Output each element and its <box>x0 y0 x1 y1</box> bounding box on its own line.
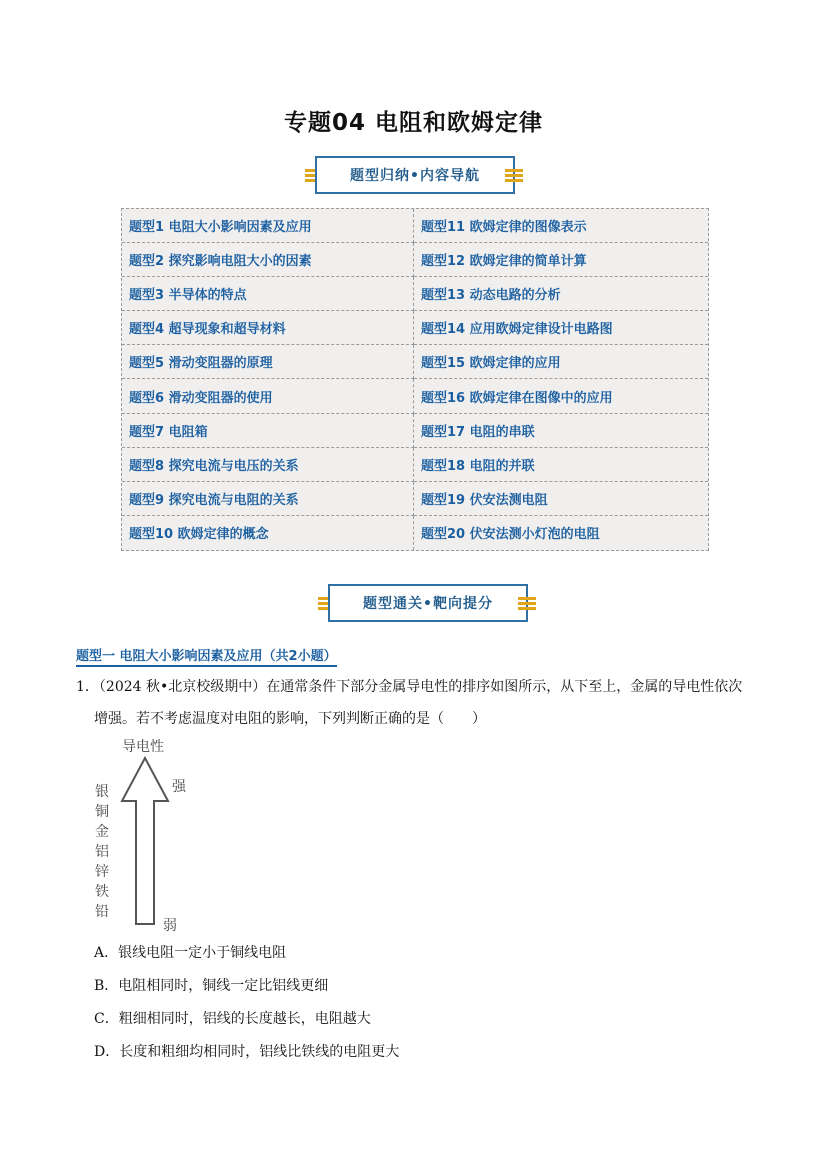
nav-item[interactable]: 题型4 超导现象和超导材料 <box>122 311 414 345</box>
page-title: 专题04 电阻和欧姆定律 <box>283 110 543 136</box>
figure-weak-label: 弱 <box>163 918 177 934</box>
nav-item[interactable]: 题型5 滑动变阻器的原理 <box>122 345 414 379</box>
nav-item[interactable]: 题型13 动态电路的分析 <box>414 277 708 311</box>
nav-item[interactable]: 题型9 探究电流与电阻的关系 <box>122 482 414 516</box>
option-c[interactable]: C．粗细相同时，铝线的长度越长，电阻越大 <box>94 1011 371 1027</box>
figure-strong-label: 强 <box>172 779 186 795</box>
nav-item[interactable]: 题型2 探究影响电阻大小的因素 <box>122 243 414 277</box>
topic-navigation-table <box>121 208 709 551</box>
nav-item[interactable]: 题型20 伏安法测小灯泡的电阻 <box>421 527 600 543</box>
nav-item[interactable]: 题型1 电阻大小影响因素及应用 <box>122 209 414 243</box>
banner-decoration-icon <box>518 596 536 610</box>
nav-item[interactable]: 题型18 电阻的并联 <box>414 448 708 482</box>
option-a[interactable]: A．银线电阻一定小于铜线电阻 <box>94 945 287 961</box>
nav-item[interactable]: 题型16 欧姆定律在图像中的应用 <box>414 379 708 413</box>
section-heading[interactable]: 题型一 电阻大小影响因素及应用（共2小题） <box>76 645 337 667</box>
banner-decoration-icon <box>505 168 523 182</box>
option-b[interactable]: B．电阻相同时，铜线一定比铝线更细 <box>94 978 329 994</box>
figure-top-label: 导电性 <box>122 739 164 755</box>
conductivity-arrow-icon <box>118 756 174 926</box>
metal-label: 铝 <box>95 844 109 860</box>
metal-label: 锌 <box>95 864 109 880</box>
nav-banner: 题型归纳•内容导航 <box>315 156 515 194</box>
practice-banner: 题型通关•靶向提分 <box>328 584 528 622</box>
metal-label: 铅 <box>95 904 109 920</box>
question-text-line-2: 增强。若不考虑温度对电阻的影响，下列判断正确的是（ ） <box>94 711 486 727</box>
metal-label: 金 <box>95 824 109 840</box>
nav-item[interactable]: 题型14 应用欧姆定律设计电路图 <box>414 311 708 345</box>
metal-label: 铜 <box>95 804 109 820</box>
option-d[interactable]: D．长度和粗细均相同时，铝线比铁线的电阻更大 <box>94 1044 400 1060</box>
nav-item[interactable]: 题型17 电阻的串联 <box>414 414 708 448</box>
metal-label: 铁 <box>95 884 109 900</box>
nav-item[interactable]: 题型12 欧姆定律的简单计算 <box>414 243 708 277</box>
question-text-line-1: 1．（2024 秋•北京校级期中）在通常条件下部分金属导电性的排序如图所示，从下至上，金属的导电性依次 <box>76 679 743 695</box>
nav-item[interactable]: 题型3 半导体的特点 <box>122 277 414 311</box>
nav-item[interactable]: 题型10 欧姆定律的概念 <box>122 516 414 550</box>
nav-item[interactable]: 题型7 电阻箱 <box>122 414 414 448</box>
nav-item[interactable]: 题型15 欧姆定律的应用 <box>414 345 708 379</box>
nav-item[interactable]: 题型19 伏安法测电阻 <box>414 482 708 516</box>
nav-item[interactable]: 题型11 欧姆定律的图像表示 <box>414 209 708 243</box>
nav-item[interactable]: 题型8 探究电流与电压的关系 <box>122 448 414 482</box>
nav-item[interactable]: 题型6 滑动变阻器的使用 <box>122 379 414 413</box>
metal-label: 银 <box>95 784 109 800</box>
